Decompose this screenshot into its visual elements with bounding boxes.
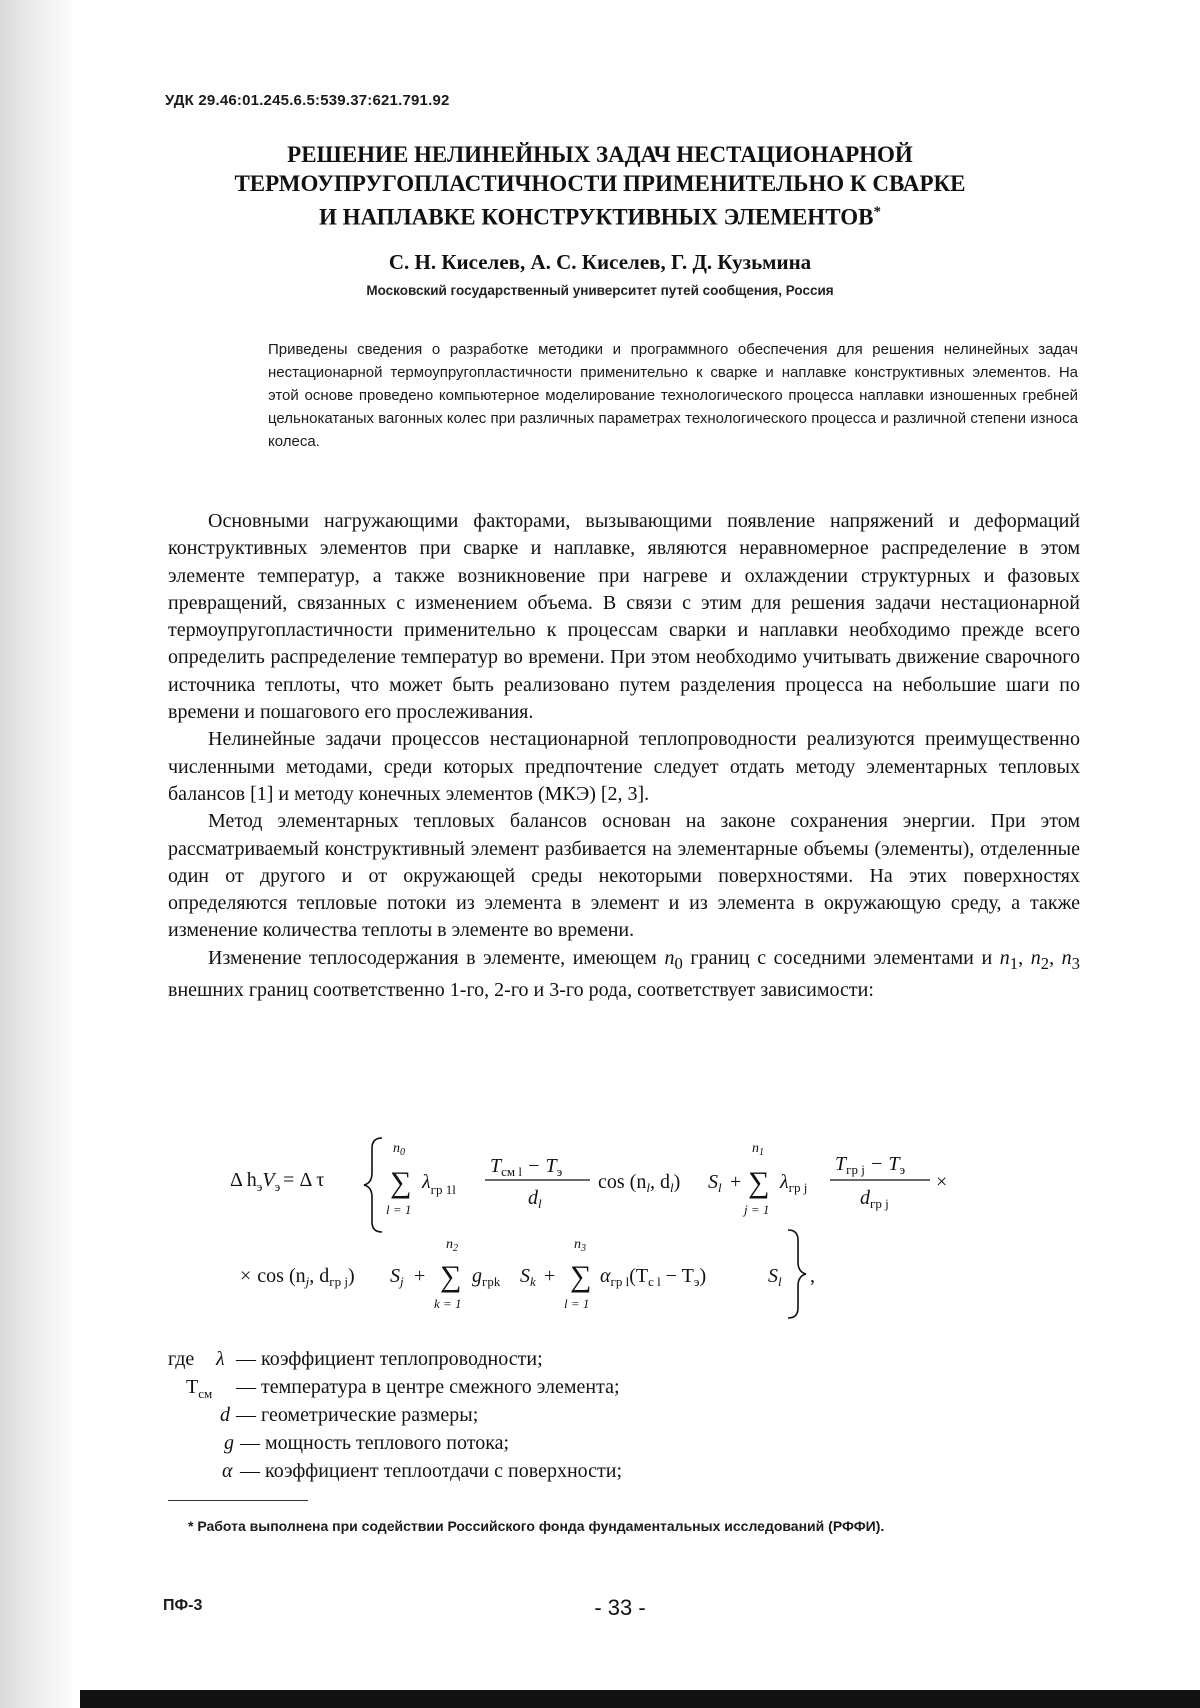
lambda-grj: $\lambda_{гр j}$ — [780, 1171, 808, 1195]
legend-symbol: α — [222, 1460, 233, 1482]
title-line-2: ТЕРМОУПРУГОПЛАСТИЧНОСТИ ПРИМЕНИТЕЛЬНО К СВАРКЕ — [234, 171, 966, 196]
p4-text-3: внешних границ соответственно 1-го, 2-го и 3-го рода, соответствует зависимости: — [168, 979, 874, 1002]
legend-row — [180, 1457, 1080, 1485]
legend-row — [180, 1429, 1080, 1457]
frac1-denominator: $d_l$ — [528, 1187, 542, 1211]
heat-balance-formula — [160, 1130, 1090, 1330]
p4-n2-sub: 2 — [1040, 953, 1050, 973]
plus-1: + — [730, 1171, 742, 1193]
sum4-upper: $n_3$ — [574, 1237, 586, 1254]
formula-end-comma: , — [810, 1265, 815, 1287]
sum1-lower: l = 1 — [386, 1202, 412, 1217]
formula-svg — [160, 1130, 1090, 1330]
plus-2: + — [414, 1265, 426, 1287]
paragraph-4 — [168, 945, 1080, 1005]
p4-comma-1: , — [1018, 946, 1031, 969]
title-line-1: РЕШЕНИЕ НЕЛИНЕЙНЫХ ЗАДАЧ НЕСТАЦИОНАРНОЙ — [287, 142, 913, 167]
formula-lhs: Δ $h_эV_э = \Delta$ τ — [230, 1169, 325, 1194]
scan-left-edge — [0, 0, 72, 1708]
paragraph-2: Нелинейные задачи процессов нестационарной теплопроводности реализуются преимущественно численными методами, среди которых предпочтение следует отдать методу элементарных тепловых балансов [1] и методу конечных элементов (МКЭ) [2, 3]. — [168, 728, 1080, 805]
sum1-upper: $n_0$ — [393, 1141, 405, 1158]
lambda-gr1l: $\lambda_{гр 1l}$ — [422, 1171, 456, 1197]
sum4-lower: l = 1 — [564, 1296, 590, 1311]
S-k: $S_k$ — [520, 1265, 536, 1289]
S-j: $S_j$ — [390, 1265, 404, 1289]
S-l-2: $S_l$ — [768, 1265, 782, 1289]
footnote-divider — [168, 1500, 308, 1501]
title-line-3 — [150, 198, 1050, 232]
affiliation: Московский государственный университет путей сообщения, Россия — [366, 283, 834, 298]
alpha-term: $\alpha_{гр l}(T_{c l} - T_э)$ — [600, 1265, 707, 1289]
paragraph-1: Основными нагружающими факторами, вызывающими появление напряжений и деформаций конструктивных элементов при сварке и наплавке, являются неравномерное распределение в этом элементе температур, а также возникновение при нагреве и охлаждении структурных и фазовых превращений, связанных с изменением объема. В связи с этим для решения задачи нестационарной термоупругопластичности применительно к процессам сварки и наплавки необходимо прежде всего определить распределение температур во времени. При этом необходимо учитывать движение сварочного источника теплоты, что может быть реализовано путем разделения процесса на небольшие шаги по времени и пошагового его прослеживания. — [168, 510, 1080, 724]
formula-right-brace — [788, 1230, 806, 1318]
footer-code: ПФ-3 — [163, 1597, 203, 1614]
p4-text-1: Изменение теплосодержания в элементе, имеющем — [208, 946, 665, 969]
body-text — [168, 508, 1080, 1004]
p4-text-2: границ с соседними элементами и — [682, 946, 1000, 969]
p4-n1: n — [999, 946, 1010, 969]
frac2-numerator: $T_{гр j} - T_э$ — [835, 1153, 906, 1177]
S-l: $S_l$ — [708, 1171, 722, 1195]
g-grk: $g_{грk}$ — [472, 1265, 501, 1289]
sum3-sign: ∑ — [440, 1260, 462, 1293]
frac1-numerator: $T_{см l} - T_э$ — [490, 1155, 563, 1179]
title-footnote-mark: * — [873, 204, 881, 220]
times-1: × — [936, 1171, 948, 1193]
legend-symbol: $T_{см}$ — [186, 1376, 213, 1401]
p4-n0-sub: 0 — [674, 953, 683, 973]
p4-n1-sub: 1 — [1009, 953, 1019, 973]
cos-term-2: × $\cos (n_j$, $d_{гр j}$) — [240, 1265, 355, 1289]
paragraph-3: Метод элементарных тепловых балансов основан на законе сохранения энергии. При этом рассматриваемый конструктивный элемент разбивается на элементарные объемы (элементы), отделенные один от другого и от окружающей среды некоторыми поверхностями. На этих поверхностях определяются тепловые потоки из элемента в элемент и из элемента в окружающую среду, а также изменение количества теплоты в элементе во времени. — [168, 810, 1080, 942]
legend-text: — температура в центре смежного элемента; — [236, 1376, 620, 1398]
title-line-3-text: И НАПЛАВКЕ КОНСТРУКТИВНЫХ ЭЛЕМЕНТОВ — [319, 204, 874, 230]
symbol-legend — [168, 1345, 1080, 1485]
legend-symbol: d — [220, 1404, 230, 1426]
legend-row — [180, 1401, 1080, 1429]
sum4-sign: ∑ — [570, 1260, 592, 1293]
udk-code: УДК 29.46:01.245.6.5:539.37:621.791.92 — [165, 92, 450, 109]
sum2-lower: j = 1 — [744, 1202, 770, 1217]
legend-text: — коэффициент теплопроводности; — [236, 1348, 543, 1370]
p4-n3: n — [1061, 946, 1072, 969]
sum2-upper: $n_1$ — [752, 1141, 764, 1158]
plus-3: + — [544, 1265, 556, 1287]
legend-symbol: λ — [216, 1348, 225, 1370]
p4-n0: n — [664, 946, 675, 969]
frac2-denominator: $d_{гр j}$ — [860, 1187, 889, 1211]
legend-where: где — [168, 1348, 195, 1370]
authors: С. Н. Киселев, А. С. Киселев, Г. Д. Кузьмина — [388, 250, 812, 274]
paper-title — [150, 140, 1050, 232]
p4-n2: n — [1030, 946, 1041, 969]
cos-term-1: $\cos (n_l$, $d_l$) — [598, 1171, 681, 1195]
legend-text: — мощность теплового потока; — [240, 1432, 510, 1454]
legend-row — [168, 1345, 1080, 1373]
sum1-sign: ∑ — [390, 1166, 412, 1199]
legend-row — [180, 1373, 1080, 1401]
legend-symbol: g — [224, 1432, 234, 1454]
page-number: - 33 - — [594, 1595, 646, 1620]
formula-left-brace — [364, 1138, 382, 1232]
footnote: * Работа выполнена при содействии Российского фонда фундаментальных исследований (РФФИ). — [188, 1518, 885, 1534]
p4-n3-sub: 3 — [1071, 953, 1080, 973]
legend-text: — коэффициент теплоотдачи с поверхности; — [240, 1460, 623, 1482]
abstract: Приведены сведения о разработке методики и программного обеспечения для решения нелинейных задач нестационарной термоупругопластичности применительно к сварке и наплавке конструктивных элементов. На этой основе проведено компьютерное моделирование технологического процесса наплавки изношенных гребней цельнокатаных вагонных колес при различных параметрах технологического процесса и различной степени износа колеса. — [268, 341, 1078, 450]
sum3-lower: k = 1 — [434, 1296, 462, 1311]
sum3-upper: $n_2$ — [446, 1237, 458, 1254]
p4-comma-2: , — [1049, 946, 1062, 969]
legend-text: — геометрические размеры; — [236, 1404, 479, 1426]
sum2-sign: ∑ — [748, 1166, 770, 1199]
scan-bottom-edge — [80, 1690, 1200, 1708]
